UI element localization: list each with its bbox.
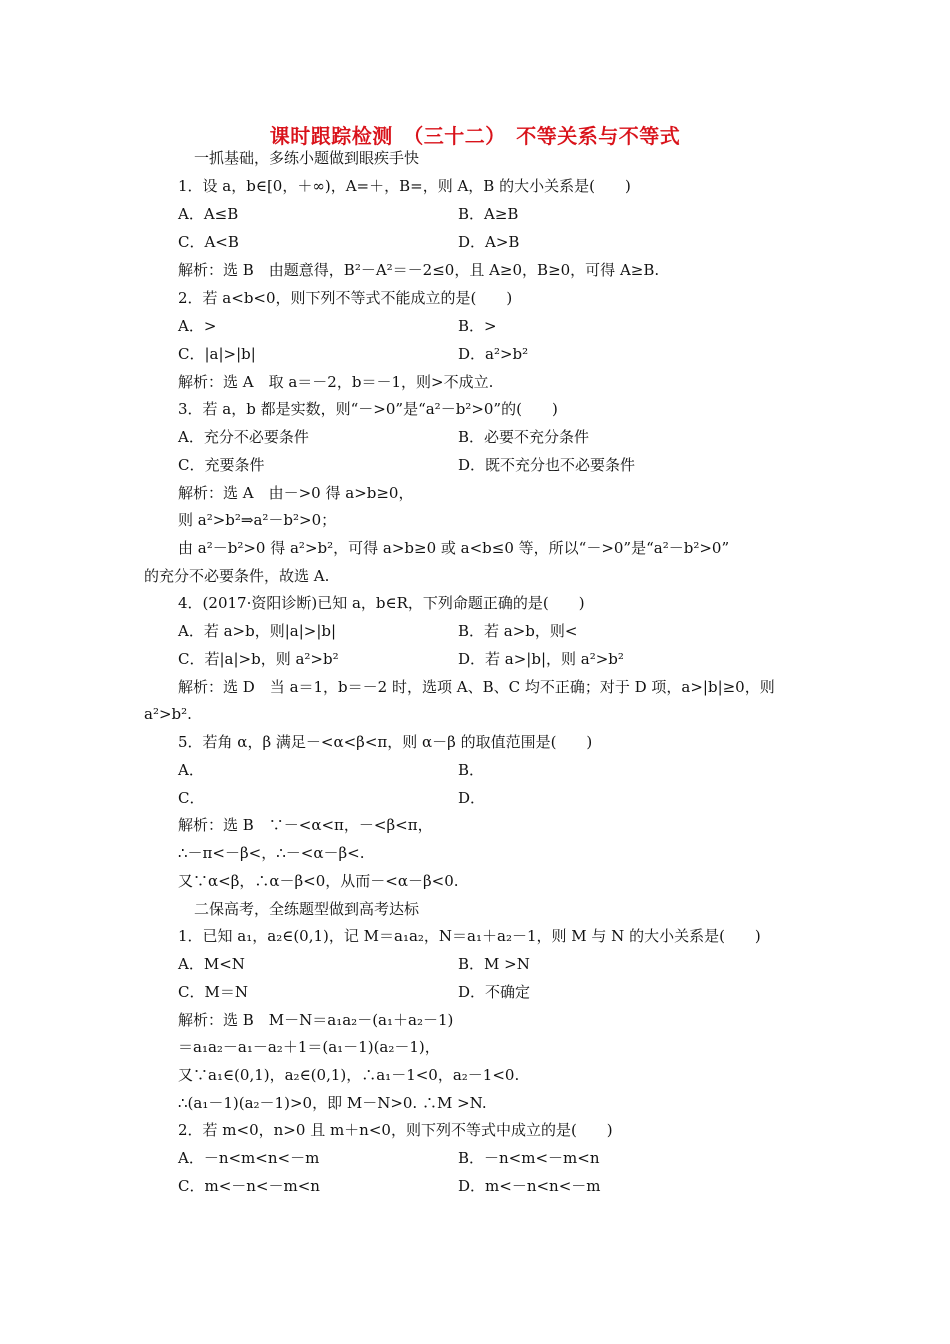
option-b: B．－n<m<－m<n: [458, 1149, 600, 1167]
option-b: B．若 a>b，则<: [458, 622, 578, 640]
option-b: B．: [458, 761, 485, 779]
solution-text: 则 a²>b²⇒a²－b²>0；: [178, 511, 337, 529]
option-d: D．a²>b²: [458, 345, 529, 363]
option-c: C．若|a|>b，则 a²>b²: [178, 650, 339, 668]
section-heading: 二保高考，全练题型做到高考达标: [194, 900, 420, 918]
option-b: B．M >N: [458, 955, 530, 973]
solution-text: a²>b².: [144, 705, 192, 723]
solution-text: ∴(a₁－1)(a₂－1)>0，即 M－N>0. ∴M >N.: [178, 1094, 487, 1112]
option-d: D．若 a>|b|，则 a²>b²: [458, 650, 624, 668]
question-stem: 2．若 m<0，n>0 且 m＋n<0，则下列不等式中成立的是( ): [178, 1121, 613, 1139]
option-b: B．A≥B: [458, 205, 519, 223]
option-a: A．充分不必要条件: [178, 428, 309, 446]
option-c: C．m<－n<－m<n: [178, 1177, 320, 1195]
question-stem: 5．若角 α，β 满足－<α<β<π，则 α－β 的取值范围是( ): [178, 733, 593, 751]
option-c: C．: [178, 789, 205, 807]
option-a: A．－n<m<n<－m: [178, 1149, 320, 1167]
question-stem: 2．若 a<b<0，则下列不等式不能成立的是( ): [178, 289, 513, 307]
question-stem: 1．已知 a₁，a₂∈(0,1)，记 M＝a₁a₂，N＝a₁＋a₂－1，则 M 与 N 的大小关系是( ): [178, 927, 761, 945]
option-d: D．: [458, 789, 486, 807]
solution-text: 又∵a₁∈(0,1)，a₂∈(0,1)，∴a₁－1<0，a₂－1<0.: [178, 1066, 520, 1084]
option-d: D．既不充分也不必要条件: [458, 456, 636, 474]
solution-text: ∴－π<－β<，∴－<α－β<.: [178, 844, 365, 862]
solution-text: 解析：选 A 由－>0 得 a>b≥0，: [178, 484, 414, 502]
option-a: A．: [178, 761, 204, 779]
question-stem: 1．设 a，b∈[0，＋∞)，A=＋，B=，则 A，B 的大小关系是( ): [178, 177, 631, 195]
solution-text: 解析：选 A 取 a＝－2，b＝－1，则>不成立.: [178, 373, 494, 391]
option-c: C．M＝N: [178, 983, 248, 1001]
solution-text: 又∵α<β，∴α－β<0，从而－<α－β<0.: [178, 872, 459, 890]
option-d: D．不确定: [458, 983, 531, 1001]
option-b: B．必要不充分条件: [458, 428, 590, 446]
option-c: C．充要条件: [178, 456, 265, 474]
solution-text: 的充分不必要条件，故选 A.: [144, 567, 330, 585]
solution-text: 解析：选 D 当 a＝1，b＝－2 时，选项 A、B、C 均不正确；对于 D 项，a>|b|≥0，则: [178, 678, 775, 696]
option-a: A．>: [178, 317, 217, 335]
solution-text: 由 a²－b²>0 得 a²>b²，可得 a>b≥0 或 a<b≤0 等，所以“－>0”是“a²－b²>0”: [178, 539, 730, 557]
option-c: C．A<B: [178, 233, 239, 251]
page-title: 课时跟踪检测 （三十二） 不等关系与不等式: [269, 124, 681, 148]
section-heading: 一抓基础，多练小题做到眼疾手快: [194, 149, 420, 167]
question-stem: 4．(2017·资阳诊断)已知 a，b∈R，下列命题正确的是( ): [178, 594, 585, 612]
solution-text: 解析：选 B 由题意得，B²－A²＝－2≤0，且 A≥0，B≥0，可得 A≥B.: [178, 261, 660, 279]
solution-text: 解析：选 B M－N＝a₁a₂－(a₁＋a₂－1): [178, 1011, 454, 1029]
option-b: B．>: [458, 317, 497, 335]
option-d: D．m<－n<n<－m: [458, 1177, 601, 1195]
option-d: D．A>B: [458, 233, 520, 251]
option-a: A．若 a>b，则|a|>|b|: [178, 622, 337, 640]
question-stem: 3．若 a，b 都是实数，则“－>0”是“a²－b²>0”的( ): [178, 400, 558, 418]
solution-text: 解析：选 B ∵－<α<π，－<β<π，: [178, 816, 433, 834]
option-c: C．|a|>|b|: [178, 345, 256, 363]
option-a: A．A≤B: [178, 205, 239, 223]
solution-text: ＝a₁a₂－a₁－a₂＋1＝(a₁－1)(a₂－1)，: [178, 1038, 440, 1056]
option-a: A．M<N: [178, 955, 245, 973]
